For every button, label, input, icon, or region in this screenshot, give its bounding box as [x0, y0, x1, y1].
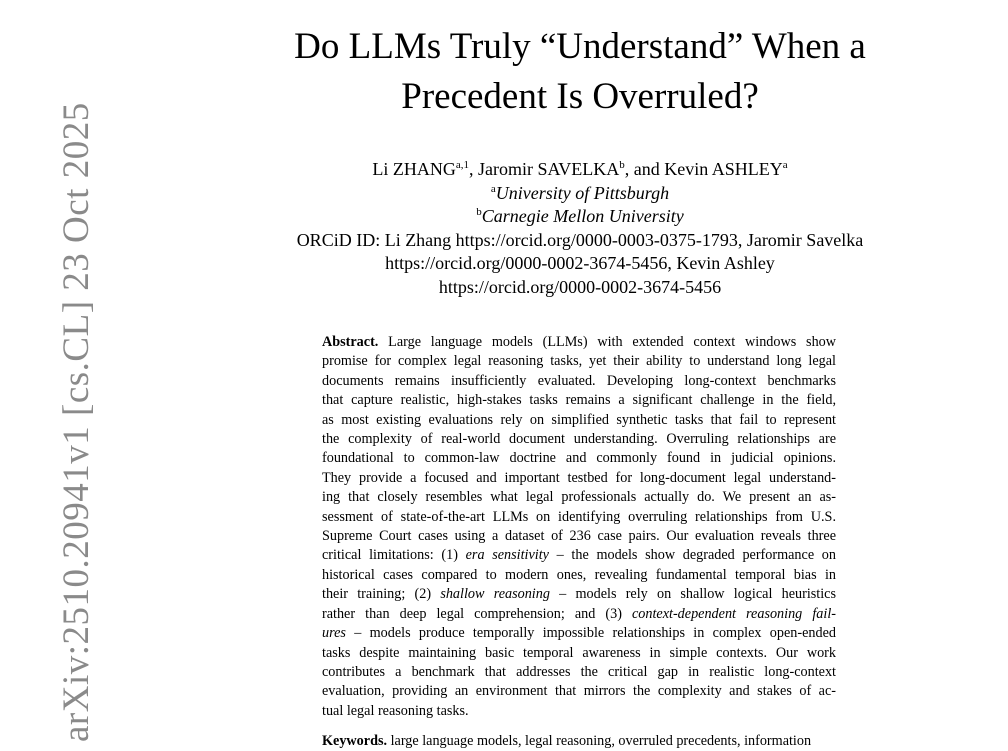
abstract-emphasis: ures	[322, 625, 346, 642]
abstract-line	[322, 605, 836, 624]
affiliation-mark: b	[476, 206, 482, 218]
orcid-line: https://orcid.org/0000-0002-3674-5456, Kevin Ashley	[385, 253, 775, 273]
affiliation-name: Carnegie Mellon University	[481, 206, 684, 226]
abstract-line	[322, 546, 836, 565]
orcid-line: ORCiD ID: Li Zhang https://orcid.org/0000-0003-0375-1793, Jaromir Savelka	[296, 229, 864, 250]
abstract-line: historical cases compared to modern ones, revealing fundamental temporal bias in	[322, 566, 836, 583]
abstract-emphasis: shallow reasoning	[440, 586, 550, 603]
affiliation-mark: a	[490, 182, 496, 195]
abstract-line: foundational to common-law doctrine and commonly found in judicial opinions.	[322, 450, 836, 467]
abstract-line: They provide a focused and important testbed for long-document legal understand-	[322, 469, 836, 486]
affiliation	[240, 182, 920, 206]
abstract-line: tasks despite maintaining basic temporal awareness in simple contexts. Our work	[322, 644, 836, 661]
abstract-line: the complexity of real-world document understanding. Overruling relationships are	[322, 431, 836, 448]
abstract	[322, 333, 836, 721]
abstract-text: – the models show degraded performance on	[548, 547, 836, 564]
title-line-2: Precedent Is Overruled?	[401, 76, 759, 117]
author-superscript: a	[782, 159, 788, 171]
orcid-line: https://orcid.org/0000-0002-3674-5456	[438, 276, 722, 297]
author-block	[240, 158, 920, 299]
abstract-line: Supreme Court cases using a dataset of 236 case pairs. Our evaluation reveals three	[322, 528, 836, 545]
abstract-line	[322, 333, 836, 352]
paper-title	[240, 22, 920, 122]
abstract-line: promise for complex legal reasoning tasks, yet their ability to understand long legal	[322, 353, 836, 370]
abstract-text: – models produce temporally impossible relationships in complex open-ended	[345, 625, 836, 642]
abstract-heading: Abstract.	[322, 334, 379, 350]
abstract-line: contributes a benchmark that addresses the critical gap in realistic long-context	[322, 663, 836, 680]
author-separator: , and	[624, 159, 665, 179]
abstract-text: – models rely on shallow logical heuristics	[549, 586, 836, 603]
abstract-line: that capture realistic, high-stakes tasks remains a significant challenge in the field,	[322, 392, 836, 409]
abstract-text: their training; (2)	[322, 586, 441, 603]
abstract-text: rather than deep legal comprehension; and (3)	[322, 605, 632, 622]
abstract-emphasis: context-dependent reasoning fail-	[632, 605, 836, 622]
abstract-line: tual legal reasoning tasks.	[322, 702, 469, 719]
author-superscript: b	[619, 159, 625, 171]
abstract-text: critical limitations: (1)	[322, 547, 466, 564]
abstract-line: as most existing evaluations rely on simplified synthetic tasks that fail to represent	[322, 411, 836, 428]
abstract-text: Large language models (LLMs) with extended context windows show	[388, 334, 837, 350]
author-line	[240, 158, 920, 182]
abstract-line: sessment of state-of-the-art LLMs on identifying overruling relationships from U.S.	[322, 508, 836, 525]
arxiv-stamp: arXiv:2510.20941v1 [cs.CL] 23 Oct 2025	[56, 102, 97, 742]
keywords-heading: Keywords.	[322, 733, 388, 749]
abstract-line: ing that closely resembles what legal professionals actually do. We present an as-	[322, 489, 836, 506]
abstract-line	[322, 624, 836, 643]
keywords-text: large language models, legal reasoning, overruled precedents, information	[390, 733, 812, 749]
author-superscript: a,1	[455, 159, 470, 171]
author-separator: ,	[469, 159, 479, 179]
abstract-emphasis: era sensitivity	[465, 547, 549, 564]
affiliation-name: University of Pittsburgh	[495, 182, 670, 203]
abstract-line: documents remains insufficiently evaluated. Developing long-context benchmarks	[322, 372, 836, 389]
title-line-1: Do LLMs Truly “Understand” When a	[294, 26, 866, 67]
author-name: Li ZHANG	[372, 159, 456, 179]
affiliation	[240, 205, 920, 229]
abstract-line: evaluation, providing an environment that mirrors the complexity and stakes of ac-	[322, 683, 836, 700]
abstract-line	[322, 585, 836, 604]
author-name: Jaromir SAVELKA	[478, 159, 620, 179]
author-name: Kevin ASHLEY	[664, 159, 783, 179]
